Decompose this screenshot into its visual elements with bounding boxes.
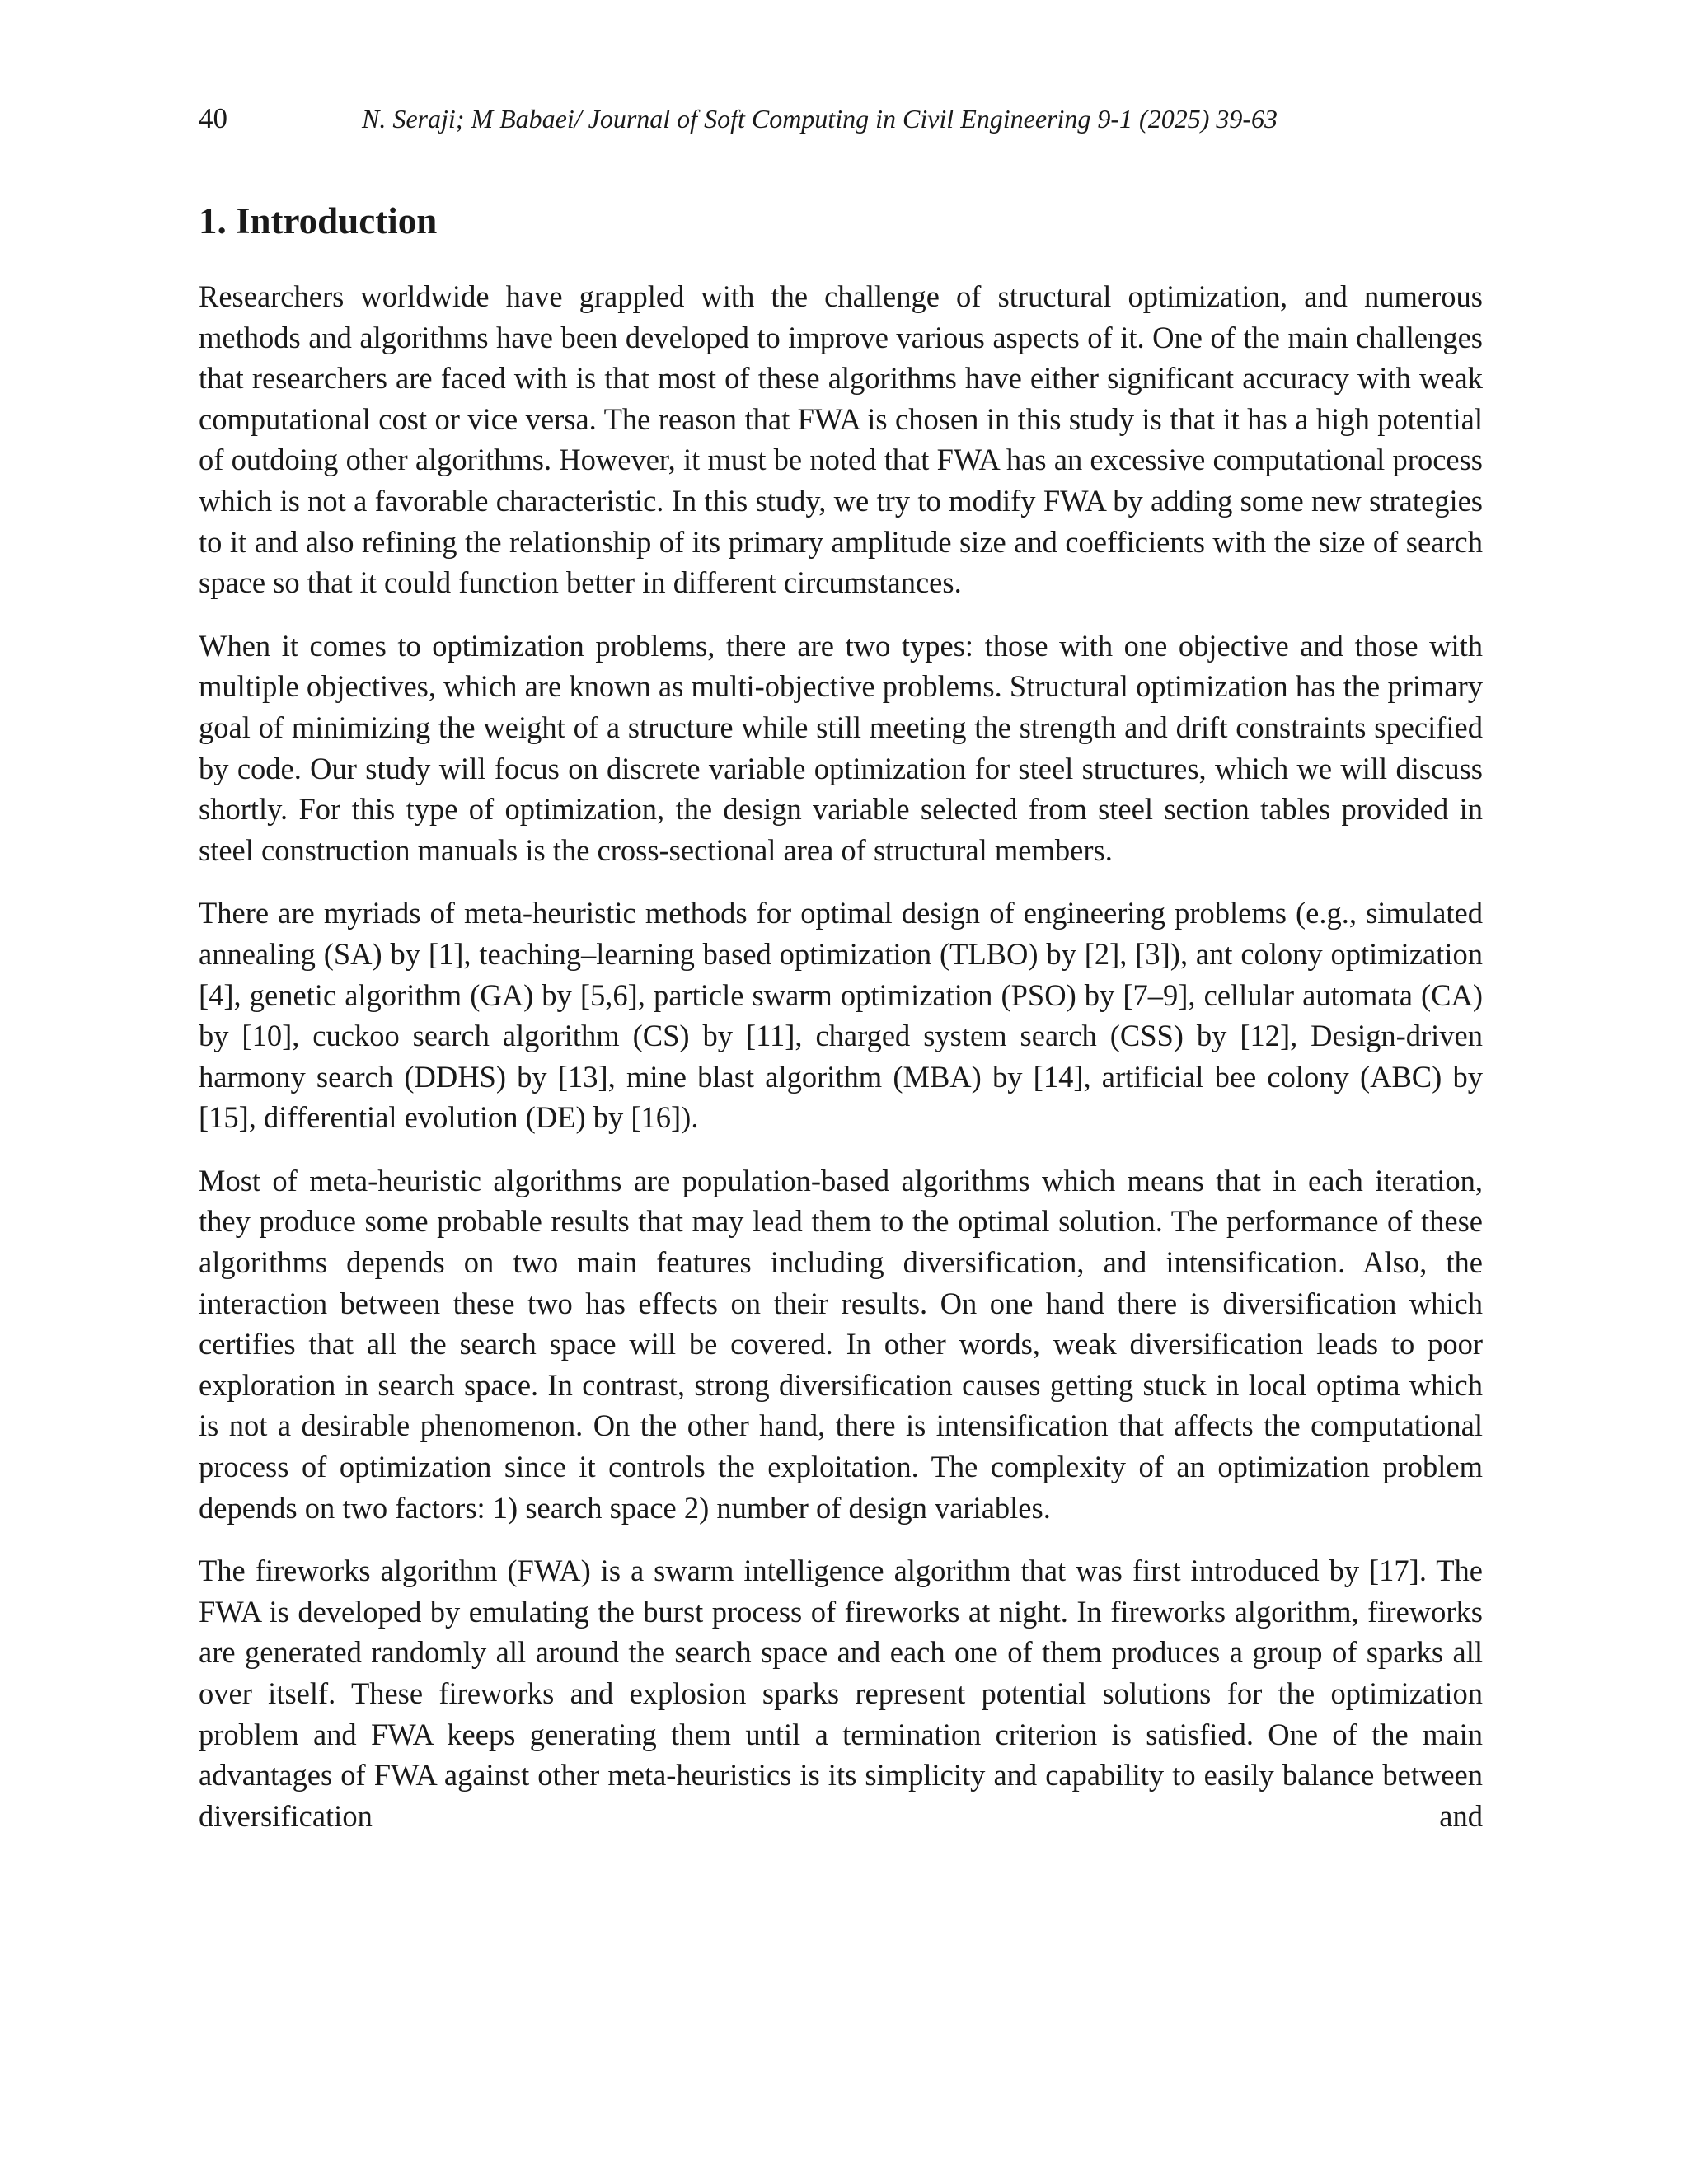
paragraph-5: The fireworks algorithm (FWA) is a swarm intelligence algorithm that was first introduced by [17]. The FWA is developed by emulating the burst process of fireworks at night. In fireworks algorithm, fireworks are generated randomly all around the search space and each one of them produces a group of sparks all over itself. These fireworks and explosion sparks represent potential solutions for the optimization problem and FWA keeps generating them until a termination criterion is satisfied. One of the main advantages of FWA against other meta-heuristics is its simplicity and capability to easily balance between diversification and (199, 1554, 1483, 1833)
section-heading: 1. Introduction (199, 200, 438, 241)
journal-citation: N. Seraji; M Babaei/ Journal of Soft Computing in Civil Engineering 9-1 (2025) 39-63 (362, 104, 1278, 134)
paragraph-2: When it comes to optimization problems, there are two types: those with one objective and those with multiple objectives, which are known as multi-objective problems. Structural optimization has the primary goal of minimizing the weight of a structure while still meeting the strength and drift constraints specified by code. Our study will focus on discrete variable optimization for steel structures, which we will discuss shortly. For this type of optimization, the design variable selected from steel section tables provided in steel construction manuals is the cross-sectional area of structural members. (199, 628, 1483, 867)
paragraph-1: Researchers worldwide have grappled with the challenge of structural optimization, and numerous methods and algorithms have been developed to improve various aspects of it. One of the main challenges that researchers are faced with is that most of these algorithms have either significant accuracy with weak computational cost or vice versa. The reason that FWA is chosen in this study is that it has a high potential of outdoing other algorithms. However, it must be noted that FWA has an excessive computational process which is not a favorable characteristic. In this study, we try to modify FWA by adding some new strategies to it and also refining the relationship of its primary amplitude size and coefficients with the size of search space so that it could function better in different circumstances. (199, 279, 1483, 600)
paragraph-3: There are myriads of meta-heuristic methods for optimal design of engineering problems (e.g., simulated annealing (SA) by [1], teaching–learning based optimization (TLBO) by [2], [3]), ant colony optimization [4], genetic algorithm (GA) by [5,6], particle swarm optimization (PSO) by [7–9], cellular automata (CA) by [10], cuckoo search algorithm (CS) by [11], charged system search (CSS) by [12], Design-driven harmony search (DDHS) by [13], mine blast algorithm (MBA) by [14], artificial bee colony (ABC) by [15], differential evolution (DE) by [16]). (199, 896, 1483, 1135)
body-text (199, 276, 1483, 1858)
running-header (199, 99, 1484, 138)
page-number: 40 (199, 102, 227, 134)
paragraph-4: Most of meta-heuristic algorithms are population-based algorithms which means that in each iteration, they produce some probable results that may lead them to the optimal solution. The performance of these algorithms depends on two main features including diversification, and intensification. Also, the interaction between these two has effects on their results. On one hand there is diversification which certifies that all the search space will be covered. In other words, weak diversification leads to poor exploration in search space. In contrast, strong diversification causes getting stuck in local optima which is not a desirable phenomenon. On the other hand, there is intensification that affects the computational process of optimization since it controls the exploitation. The complexity of an optimization problem depends on two factors: 1) search space 2) number of design variables. (199, 1163, 1483, 1525)
